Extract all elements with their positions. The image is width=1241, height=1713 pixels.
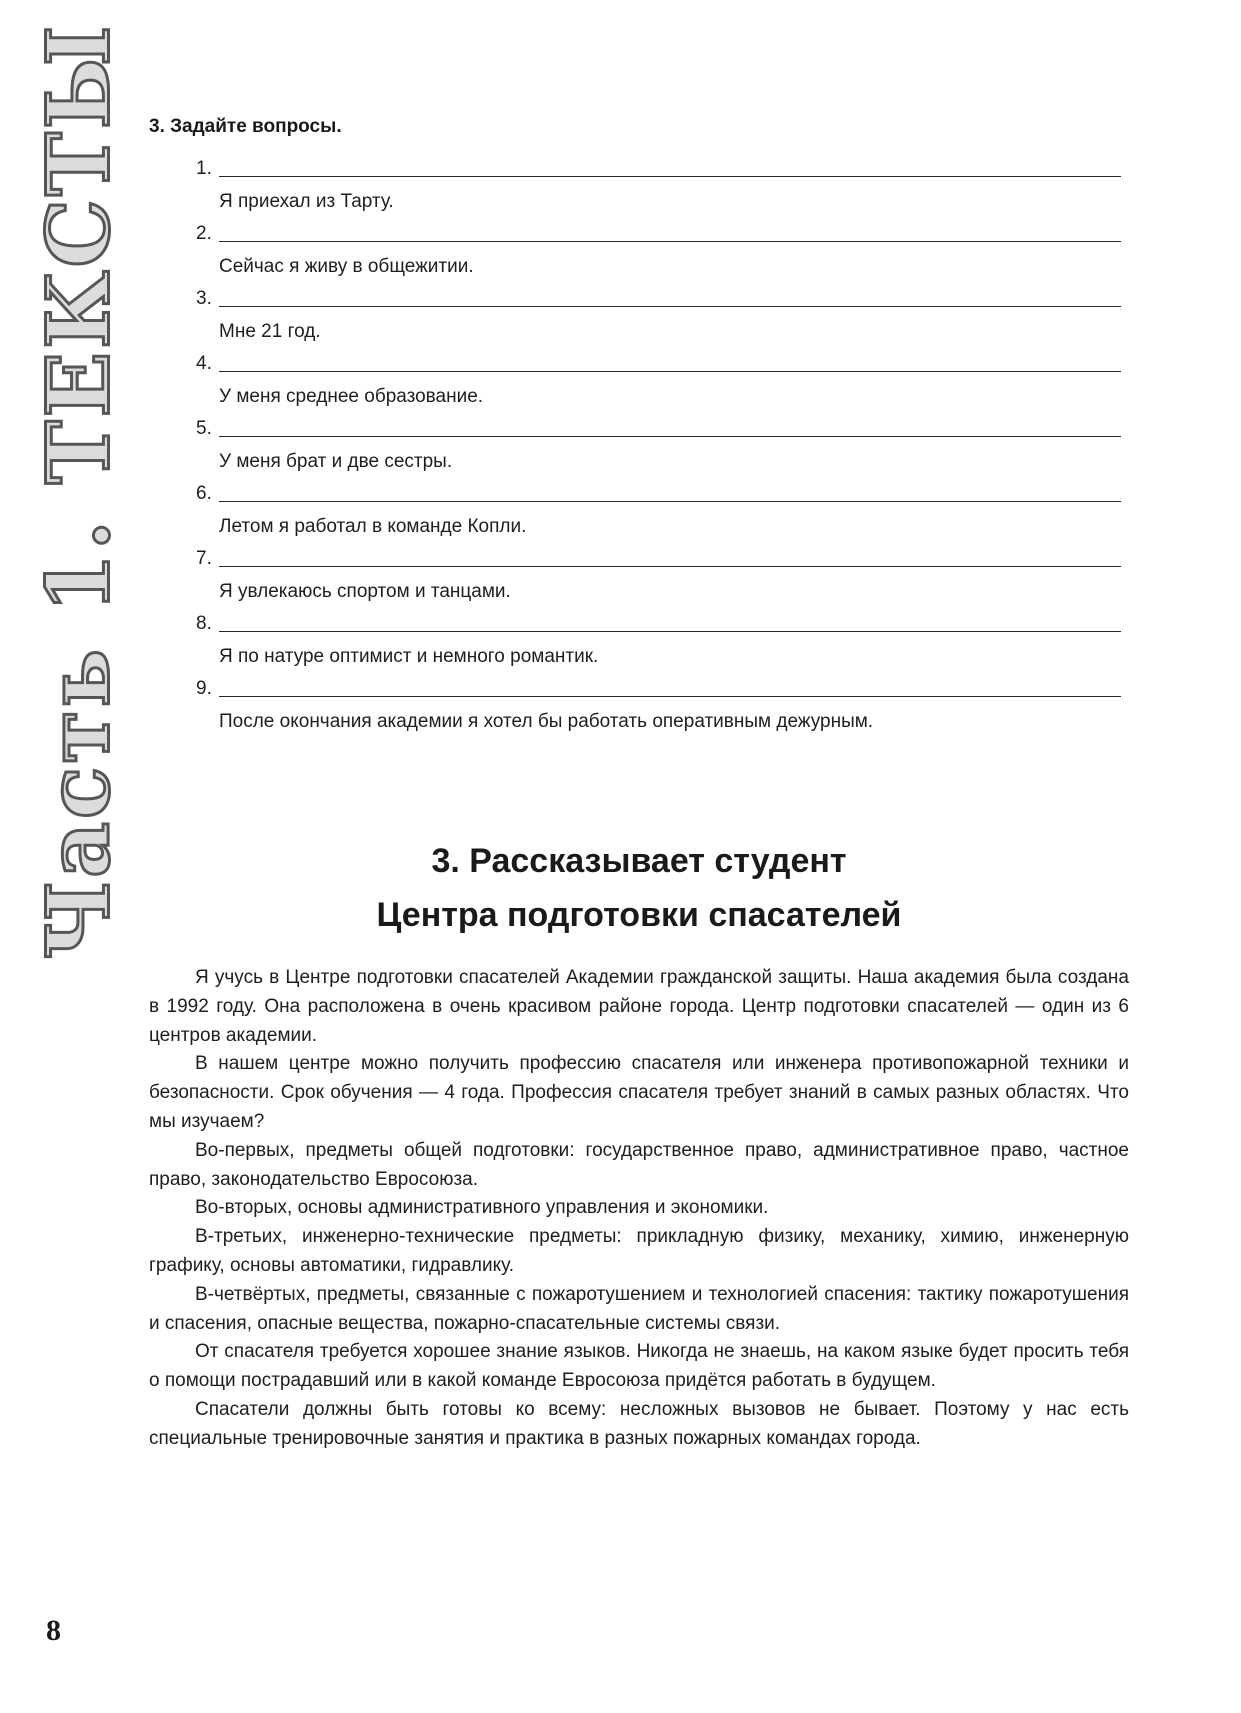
question-item bbox=[196, 611, 1121, 676]
section-heading-line-1: 3. Рассказывает студент bbox=[431, 842, 847, 880]
answer-blank-line[interactable] bbox=[219, 354, 1121, 372]
page-number: 8 bbox=[46, 1614, 61, 1647]
question-number: 3. bbox=[196, 288, 212, 309]
question-line bbox=[196, 221, 1121, 245]
given-answer: Я приехал из Тарту. bbox=[219, 191, 394, 212]
question-number: 6. bbox=[196, 483, 212, 504]
question-item bbox=[196, 221, 1121, 286]
given-answer: Я по натуре оптимист и немного романтик. bbox=[219, 646, 599, 667]
question-line bbox=[196, 546, 1121, 570]
answer-blank-line[interactable] bbox=[219, 484, 1121, 502]
answer-blank-line[interactable] bbox=[219, 549, 1121, 567]
given-answer: Мне 21 год. bbox=[219, 321, 321, 342]
question-line bbox=[196, 416, 1121, 440]
answer-blank-line[interactable] bbox=[219, 614, 1121, 632]
given-answer: У меня брат и две сестры. bbox=[219, 451, 453, 472]
question-number: 7. bbox=[196, 548, 212, 569]
question-line bbox=[196, 156, 1121, 180]
given-answer: После окончания академии я хотел бы работать оперативным дежурным. bbox=[219, 711, 874, 732]
question-number: 8. bbox=[196, 613, 212, 634]
paragraph: В нашем центре можно получить профессию спасателя или инженера противопожарной техники и безопасности. Срок обучения — 4 года. Профессия спасателя требует знаний в самых разных областях. Что мы изучаем? bbox=[149, 1053, 1129, 1132]
question-line bbox=[196, 676, 1121, 700]
given-answer: Летом я работал в команде Копли. bbox=[219, 516, 527, 537]
answer-blank-line[interactable] bbox=[219, 289, 1121, 307]
paragraph: Во-первых, предметы общей подготовки: государственное право, административное право, частное право, законодательство Евросоюза. bbox=[149, 1139, 1129, 1190]
paragraph: В-четвёртых, предметы, связанные с пожаротушением и технологией спасения: тактику пожаротушения и спасения, опасные вещества, пожарно-спасательные системы связи. bbox=[149, 1283, 1129, 1334]
paragraph: Я учусь в Центре подготовки спасателей Академии гражданской защиты. Наша академия была создана в 1992 году. Она расположена в очень красивом районе города. Центр подготовки спасателей — один из 6 центров академии. bbox=[149, 967, 1129, 1046]
question-line bbox=[196, 481, 1121, 505]
question-number: 9. bbox=[196, 678, 212, 699]
exercise-title: 3. Задайте вопросы. bbox=[149, 116, 342, 137]
question-number: 2. bbox=[196, 223, 212, 244]
chapter-title: Часть 1. ТЕКСТЫ bbox=[28, 22, 129, 960]
article-body bbox=[149, 964, 1129, 1454]
question-item bbox=[196, 481, 1121, 546]
chapter-side-banner bbox=[28, 22, 129, 960]
question-line bbox=[196, 611, 1121, 635]
paragraph: В-третьих, инженерно-технические предметы: прикладную физику, механику, химию, инженерную графику, основы автоматики, гидравлику. bbox=[149, 1226, 1129, 1276]
question-line bbox=[196, 351, 1121, 375]
question-number: 1. bbox=[196, 158, 212, 179]
exercise-block bbox=[149, 114, 1129, 741]
question-item bbox=[196, 351, 1121, 416]
answer-blank-line[interactable] bbox=[219, 419, 1121, 437]
question-number: 4. bbox=[196, 353, 212, 374]
question-item bbox=[196, 546, 1121, 611]
answer-blank-line[interactable] bbox=[219, 224, 1121, 242]
question-number: 5. bbox=[196, 418, 212, 439]
section-heading bbox=[149, 834, 1129, 942]
question-item bbox=[196, 416, 1121, 481]
answer-blank-line[interactable] bbox=[219, 159, 1121, 177]
paragraph: От спасателя требуется хорошее знание языков. Никогда не знаешь, на каком языке будет просить тебя о помощи пострадавший или в какой команде Евросоюза придётся работать в будущем. bbox=[149, 1341, 1129, 1392]
question-item bbox=[196, 676, 1121, 741]
given-answer: У меня среднее образование. bbox=[219, 386, 484, 407]
question-item bbox=[196, 156, 1121, 221]
given-answer: Сейчас я живу в общежитии. bbox=[219, 256, 474, 277]
question-line bbox=[196, 286, 1121, 310]
question-item bbox=[196, 286, 1121, 351]
question-list bbox=[196, 156, 1121, 741]
paragraph: Во-вторых, основы административного управления и экономики. bbox=[195, 1197, 769, 1219]
section-heading-line-2: Центра подготовки спасателей bbox=[376, 896, 902, 934]
paragraph: Спасатели должны быть готовы ко всему: несложных вызовов не бывает. Поэтому у нас есть специальные тренировочные занятия и практика в разных пожарных командах города. bbox=[149, 1398, 1129, 1449]
answer-blank-line[interactable] bbox=[219, 679, 1121, 697]
given-answer: Я увлекаюсь спортом и танцами. bbox=[219, 581, 511, 602]
